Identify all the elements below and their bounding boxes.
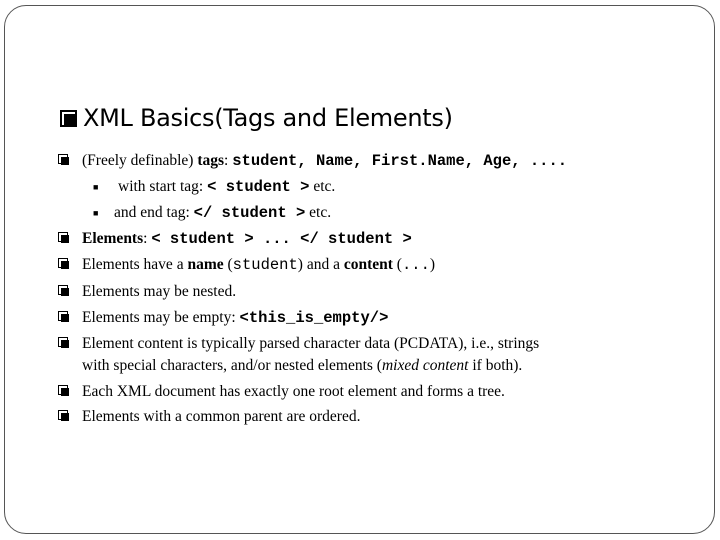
code-segment: < student > ... </ student > bbox=[151, 230, 412, 248]
square-bullet-icon: ■ bbox=[93, 182, 99, 192]
mixed-content-term: mixed content bbox=[381, 357, 469, 374]
sub-list-item-text bbox=[114, 204, 331, 222]
code-segment: <this_is_empty/> bbox=[239, 309, 389, 327]
list-item-text bbox=[82, 256, 435, 274]
text-segment: etc. bbox=[309, 178, 336, 195]
list-item-text bbox=[82, 357, 522, 375]
square-bullet-icon: ■ bbox=[93, 208, 99, 218]
code-segment: </ student > bbox=[193, 204, 306, 222]
text-segment: : bbox=[224, 152, 233, 169]
list-item-text bbox=[82, 309, 388, 327]
q-box-bullet-icon bbox=[58, 256, 69, 274]
sub-list-item-text bbox=[118, 178, 335, 196]
code-segment: < student > bbox=[207, 178, 310, 196]
text-segment: ) bbox=[429, 256, 436, 273]
text-segment: etc. bbox=[305, 204, 332, 221]
q-box-bullet-icon bbox=[58, 309, 69, 327]
list-item-text bbox=[82, 230, 412, 248]
content-label: content bbox=[343, 256, 393, 273]
text-segment: with start tag: bbox=[118, 178, 208, 195]
q-box-bullet-icon bbox=[58, 283, 69, 301]
slide-title-text: XML Basics(Tags and Elements) bbox=[83, 104, 453, 132]
text-segment: ) and a bbox=[297, 256, 344, 273]
tags-label: tags bbox=[197, 152, 225, 169]
text-segment: ( bbox=[392, 256, 402, 273]
list-item-text: Elements may be nested. bbox=[82, 283, 237, 300]
code-segment: student, Name, First.Name, Age, .... bbox=[232, 152, 568, 170]
name-label: name bbox=[187, 256, 224, 273]
list-item-text: Each XML document has exactly one root element and forms a tree. bbox=[82, 383, 505, 400]
q-box-bullet-icon bbox=[58, 335, 69, 353]
q-box-bullet-icon bbox=[58, 152, 69, 170]
code-segment: ... bbox=[401, 256, 430, 274]
q-box-bullet-icon bbox=[58, 383, 69, 401]
text-segment: ( bbox=[223, 256, 233, 273]
text-segment: if both). bbox=[468, 357, 523, 374]
list-item-text: Elements with a common parent are ordered. bbox=[82, 408, 361, 425]
text-segment: with special characters, and/or nested elements ( bbox=[82, 357, 382, 374]
text-segment: and end tag: bbox=[114, 204, 194, 221]
list-item-text: Element content is typically parsed character data (PCDATA), i.e., strings bbox=[82, 335, 540, 352]
text-segment: Elements have a bbox=[82, 256, 188, 273]
slide-title bbox=[60, 104, 453, 132]
code-segment: student bbox=[232, 256, 298, 274]
list-item-text bbox=[82, 152, 567, 170]
q-box-bullet-icon bbox=[60, 110, 77, 127]
elements-label: Elements bbox=[82, 230, 144, 247]
q-box-bullet-icon bbox=[58, 408, 69, 426]
text-segment: : bbox=[143, 230, 152, 247]
q-box-bullet-icon bbox=[58, 230, 69, 248]
text-segment: Elements may be empty: bbox=[82, 309, 240, 326]
text-segment: (Freely definable) bbox=[82, 152, 198, 169]
